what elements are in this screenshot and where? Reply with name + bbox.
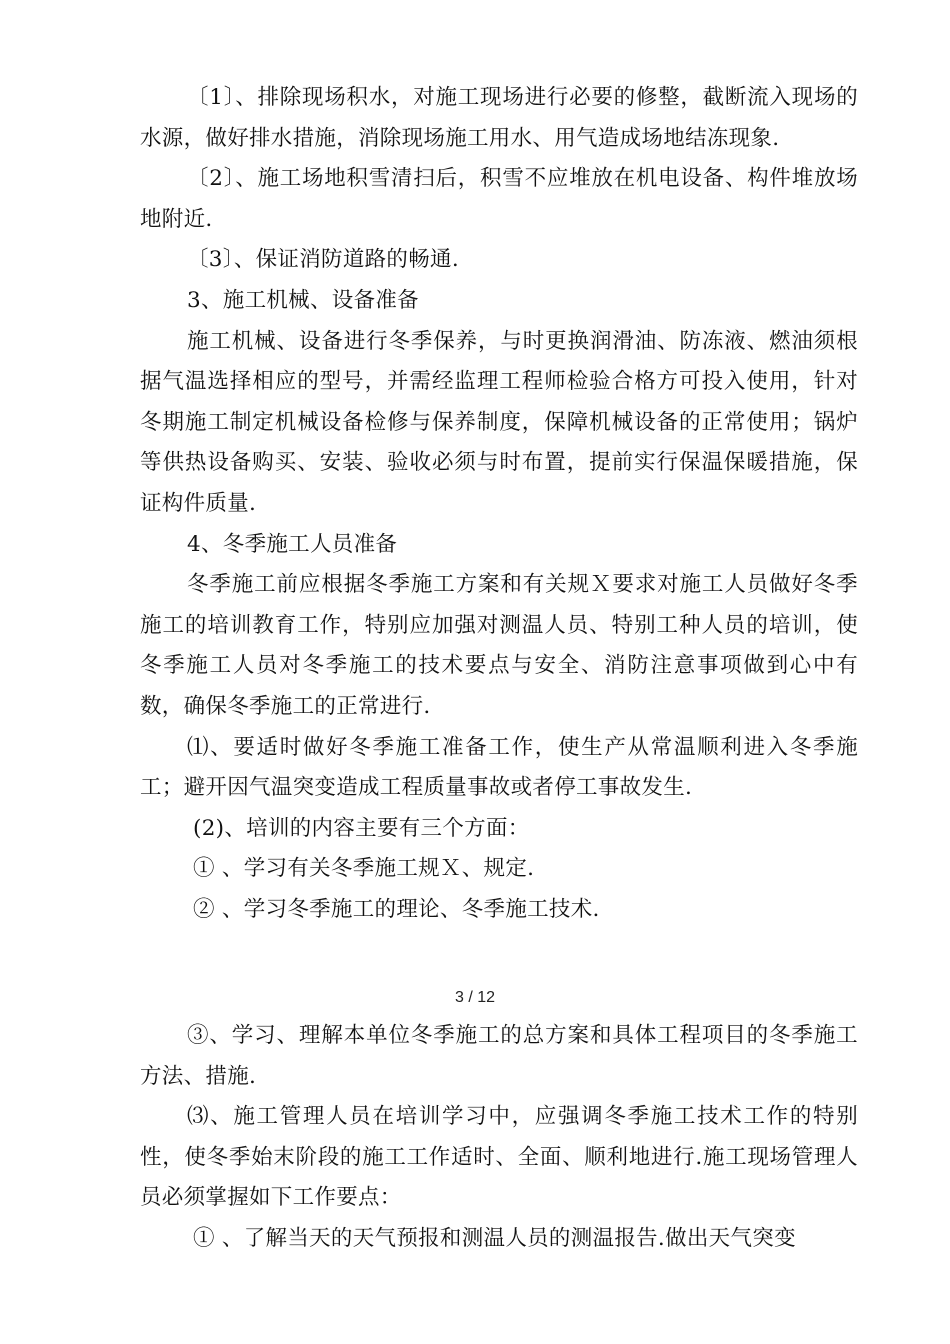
- paragraph-personnel-training: 冬季施工前应根据冬季施工方案和有关规Ｘ要求对施工人员做好冬季施工的培训教育工作，特别应加强对测温人员、特别工种人员的培训，使冬季施工人员对冬季施工的技术要点与安全、消防注意事项做到心中有数，确保冬季施工的正常进行.: [140, 572, 858, 719]
- paragraph-snow-clearing: 〔2〕、施工场地积雪清扫后，积雪不应堆放在机电设备、构件堆放场地附近.: [140, 166, 858, 232]
- list-item-weather-forecast: ① 、了解当天的天气预报和测温人员的测温报告.做出天气突变: [193, 1225, 796, 1251]
- page-number: 3 / 12: [454, 989, 496, 1006]
- heading-machinery-preparation: 3、施工机械、设备准备: [187, 287, 419, 313]
- paragraph-machinery-maintenance: 施工机械、设备进行冬季保养，与时更换润滑油、防冻液、燃油须根据气温选择相应的型号，并需经监理工程师检验合格方可投入使用，针对冬期施工制定机械设备检修与保养制度，保障机械设备的正常使用；锅炉等供热设备购买、安装、验收必须与时布置，提前实行保温保暖措施，保证构件质量.: [140, 328, 858, 516]
- paragraph-management-training: ⑶、施工管理人员在培训学习中，应强调冬季施工技术工作的特别性，使冬季始末阶段的施工工作适时、全面、顺利地进行.施工现场管理人员必须掌握如下工作要点：: [140, 1104, 858, 1211]
- paragraph-timely-preparation: ⑴、要适时做好冬季施工准备工作，使生产从常温顺利进入冬季施工；避开因气温突变造成工程质量事故或者停工事故发生.: [140, 734, 858, 801]
- list-item-study-theory: ② 、学习冬季施工的理论、冬季施工技术.: [193, 896, 600, 922]
- page-content-bottom: [0, 1016, 950, 1260]
- list-item-study-plan: ③、学习、理解本单位冬季施工的总方案和具体工程项目的冬季施工方法、措施.: [140, 1023, 858, 1089]
- paragraph-training-content: (2)、培训的内容主要有三个方面：: [193, 815, 530, 841]
- page-content-top: [0, 78, 950, 930]
- list-item-study-regulations: ① 、学习有关冬季施工规Ｘ、规定.: [193, 856, 535, 882]
- paragraph-fire-road: 〔3〕、保证消防道路的畅通.: [187, 247, 459, 273]
- heading-personnel-preparation: 4、冬季施工人员准备: [187, 531, 398, 557]
- paragraph-site-drainage: 〔1〕、排除现场积水，对施工现场进行必要的修整，截断流入现场的水源，做好排水措施，消除现场施工用水、用气造成场地结冻现象.: [140, 85, 858, 151]
